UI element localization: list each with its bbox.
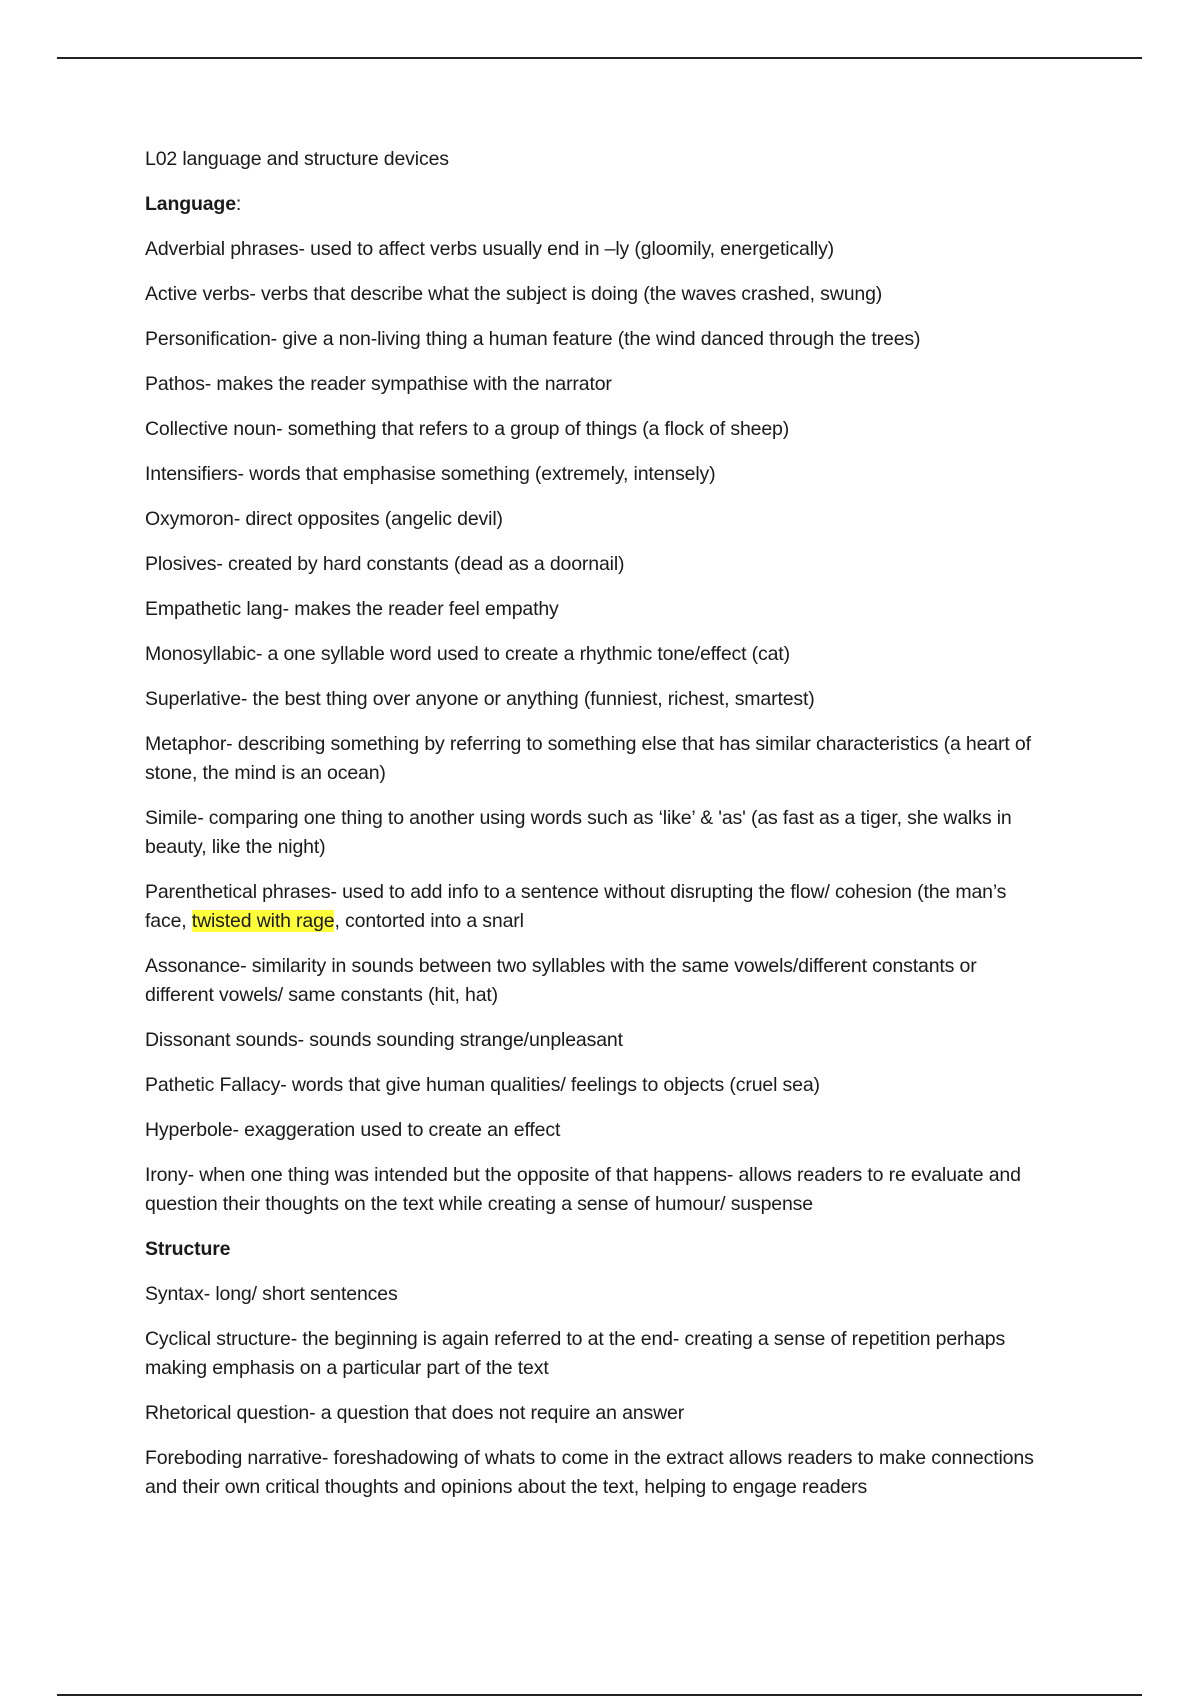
list-item: Pathos- makes the reader sympathise with the narrator	[145, 373, 612, 395]
list-item: Foreboding narrative- foreshadowing of whats to come in the extract allows readers to make connections and their own critical thoughts and opinions about the text, helping to engage readers	[145, 1447, 1034, 1498]
highlighted-text: twisted with rage	[191, 910, 335, 932]
list-item: Active verbs- verbs that describe what the subject is doing (the waves crashed, swung)	[145, 283, 883, 305]
bottom-rule	[57, 1694, 1142, 1696]
list-item-parenthetical	[145, 878, 1045, 936]
list-item: Oxymoron- direct opposites (angelic devil)	[145, 508, 503, 530]
list-item: Assonance- similarity in sounds between two syllables with the same vowels/different constants or different vowels/ same constants (hit, hat)	[145, 955, 977, 1006]
parenthetical-before: Parenthetical phrases- used to add info to a sentence without disrupting the flow/ cohesion (the man’s face,	[145, 881, 1007, 932]
list-item: Personification- give a non-living thing a human feature (the wind danced through the trees)	[145, 328, 921, 350]
list-item: Rhetorical question- a question that does not require an answer	[145, 1402, 685, 1424]
list-item: Adverbial phrases- used to affect verbs usually end in –ly (gloomily, energetically)	[145, 238, 835, 260]
top-rule	[57, 57, 1142, 59]
structure-heading: Structure	[145, 1238, 231, 1260]
list-item: Superlative- the best thing over anyone or anything (funniest, richest, smartest)	[145, 688, 815, 710]
list-item: Metaphor- describing something by referring to something else that has similar characteristics (a heart of stone, the mind is an ocean)	[145, 733, 1031, 784]
document-body	[145, 145, 1045, 1518]
list-item: Syntax- long/ short sentences	[145, 1283, 398, 1305]
list-item: Empathetic lang- makes the reader feel empathy	[145, 598, 559, 620]
language-heading: Language	[145, 193, 236, 215]
list-item: Plosives- created by hard constants (dead as a doornail)	[145, 553, 625, 575]
list-item: Intensifiers- words that emphasise something (extremely, intensely)	[145, 463, 716, 485]
list-item: Hyperbole- exaggeration used to create an effect	[145, 1119, 561, 1141]
language-heading-colon: :	[235, 193, 242, 215]
list-item: Collective noun- something that refers to a group of things (a flock of sheep)	[145, 418, 790, 440]
list-item: Irony- when one thing was intended but the opposite of that happens- allows readers to re evaluate and question their thoughts on the text while creating a sense of humour/ suspense	[145, 1164, 1021, 1215]
list-item: Simile- comparing one thing to another using words such as ‘like’ & 'as' (as fast as a tiger, she walks in beauty, like the night)	[145, 807, 1012, 858]
language-heading-line	[145, 190, 1045, 219]
document-title: L02 language and structure devices	[145, 148, 449, 170]
list-item: Monosyllabic- a one syllable word used to create a rhythmic tone/effect (cat)	[145, 643, 790, 665]
list-item: Dissonant sounds- sounds sounding strange/unpleasant	[145, 1029, 623, 1051]
parenthetical-after: , contorted into a snarl	[334, 910, 524, 932]
list-item: Pathetic Fallacy- words that give human qualities/ feelings to objects (cruel sea)	[145, 1074, 820, 1096]
list-item: Cyclical structure- the beginning is again referred to at the end- creating a sense of repetition perhaps making emphasis on a particular part of the text	[145, 1328, 1006, 1379]
